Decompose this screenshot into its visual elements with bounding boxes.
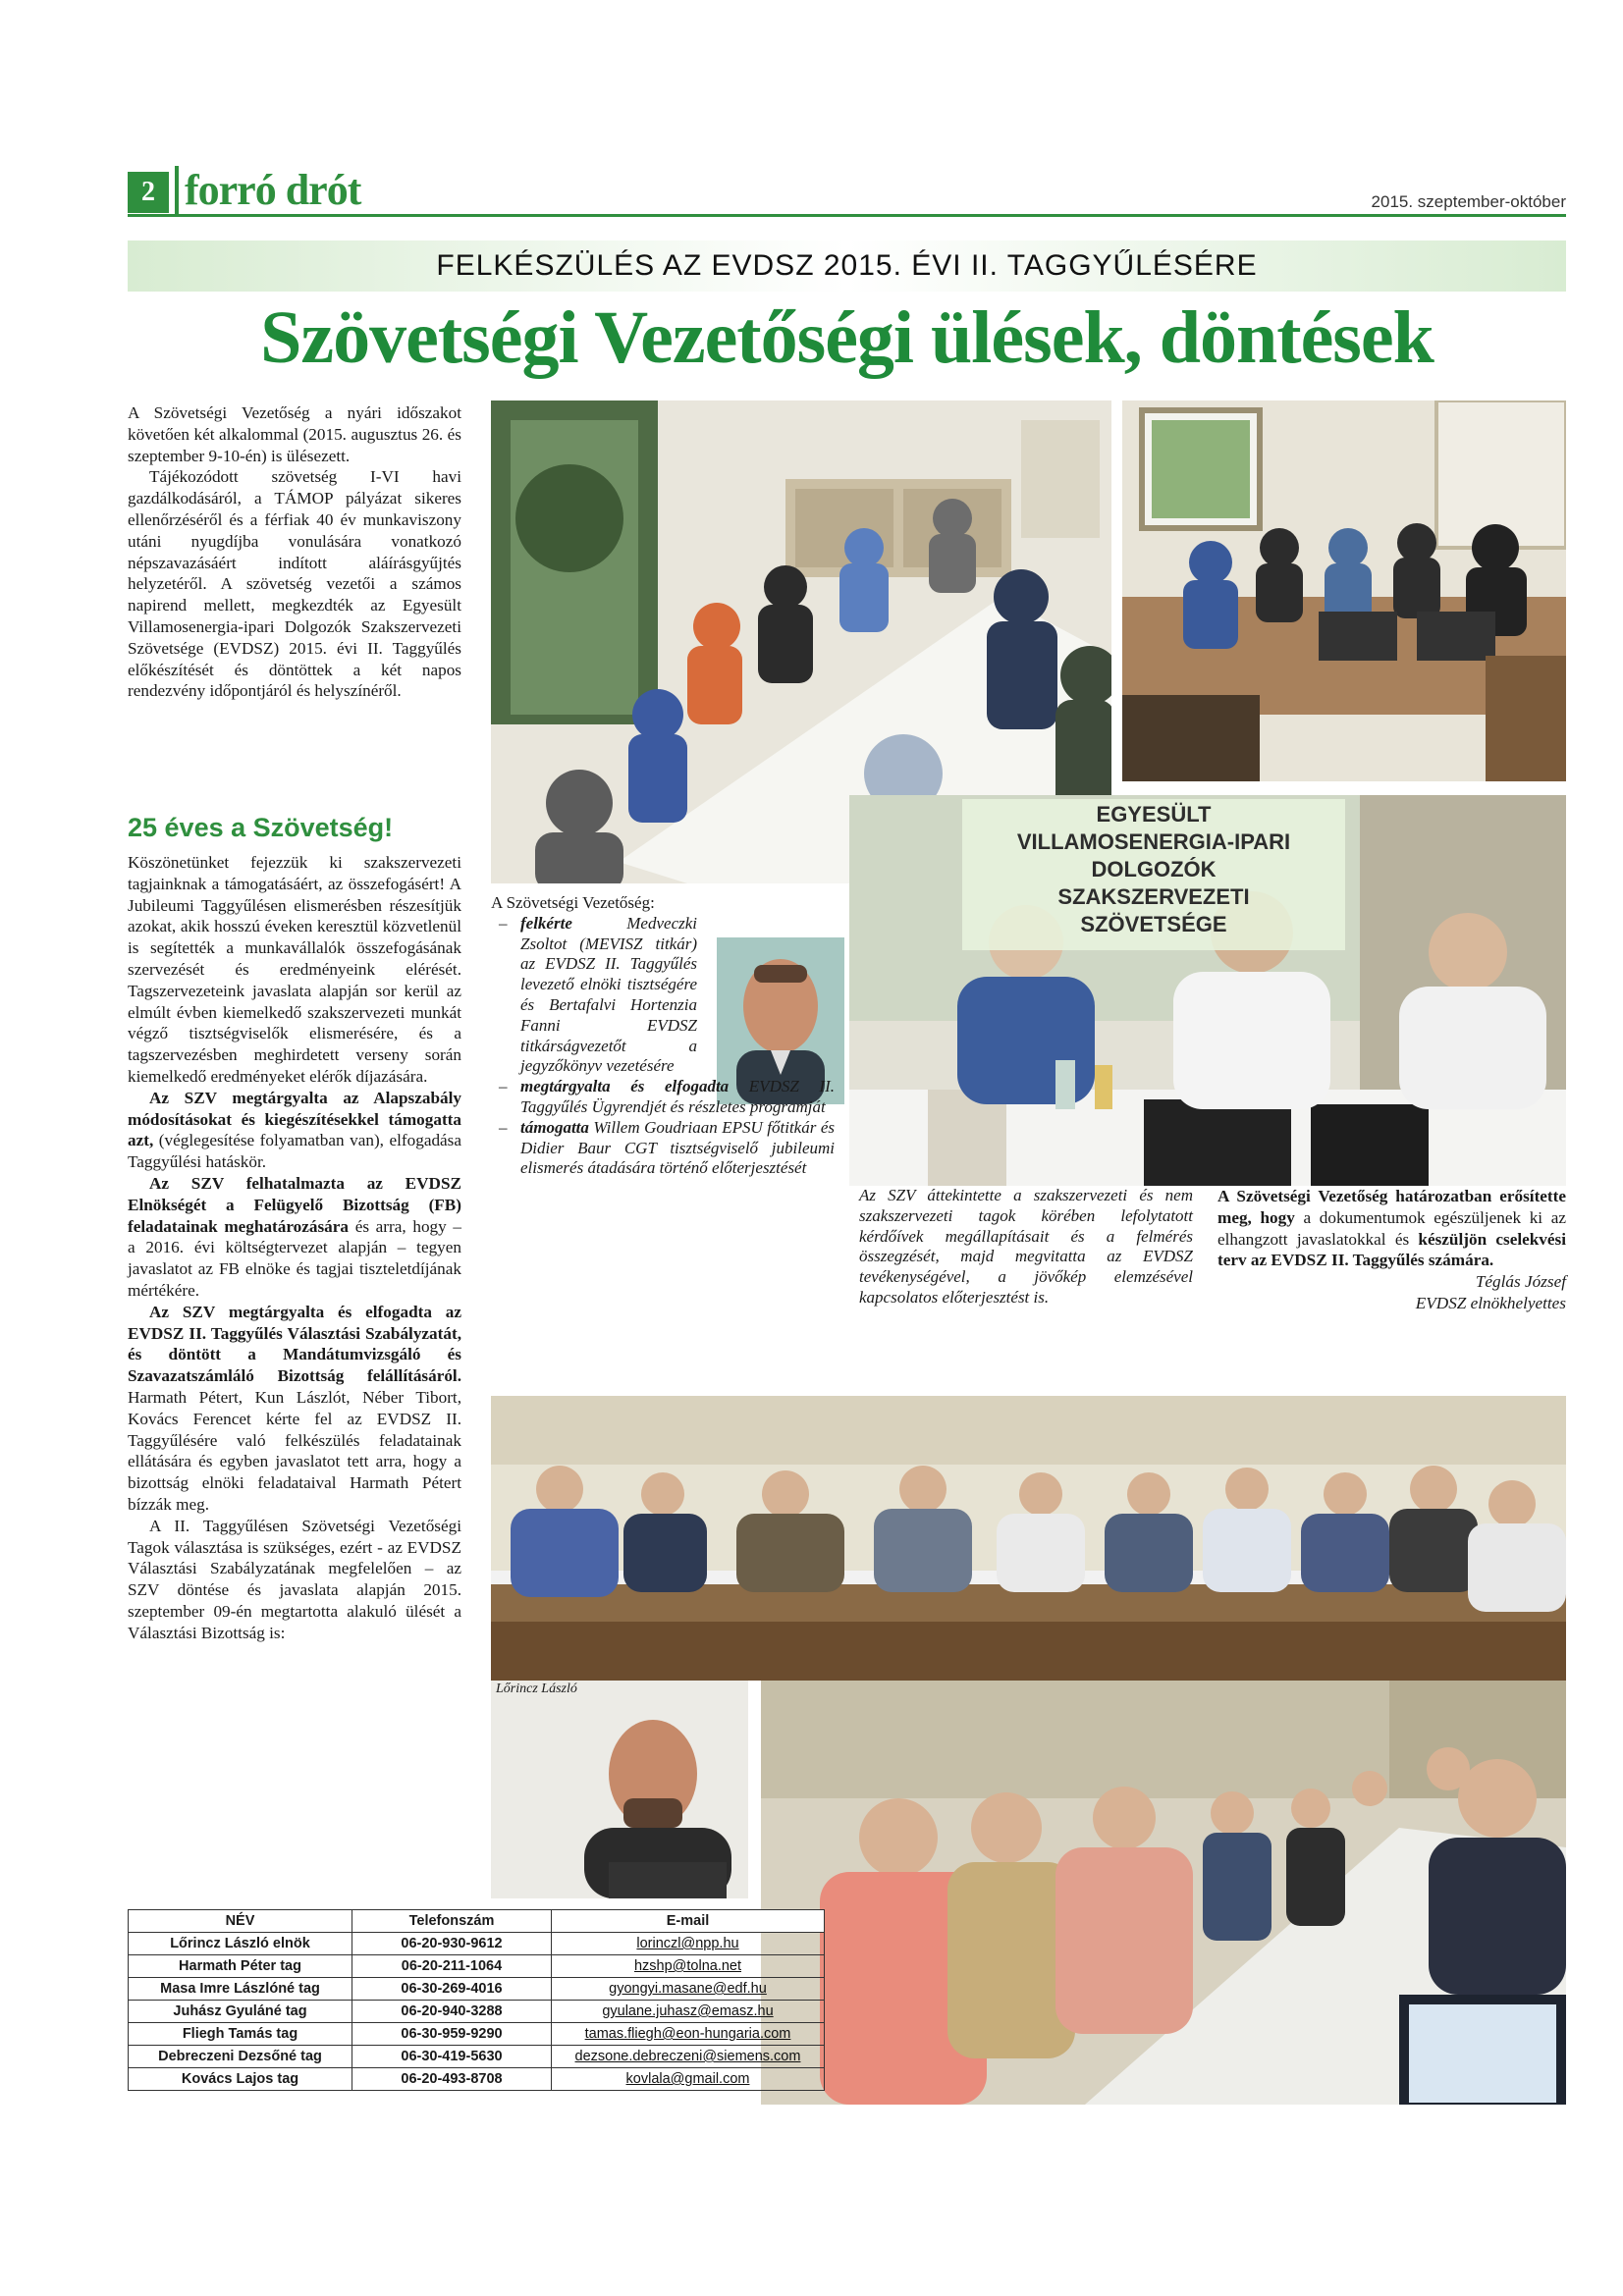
signature-role: EVDSZ elnökhelyettes [1415,1293,1566,1312]
banner [962,799,1345,950]
table-row [129,1933,825,1955]
paragraph [128,1173,461,1302]
banner-line: SZÖVETSÉGE [1080,912,1227,936]
phone-cell: 06-20-930-9612 [352,1933,552,1955]
text: Willem Goudriaan EPSU főtitkár és Didier Baur CGT tisztségviselő jubileumi elismerés átadására történő előterjesztését [520,1117,835,1178]
banner-line: EGYESÜLT [1096,802,1212,827]
table-row [129,1955,825,1978]
banner-line: SZAKSZERVEZETI [1057,884,1250,909]
email-link[interactable]: lorinczl@npp.hu [552,1933,825,1955]
header-rule [128,214,1566,217]
bold-text: megtárgyalta és elfogadta [520,1077,730,1096]
email-link[interactable]: gyongyi.masane@edf.hu [552,1978,825,2001]
subheading: 25 éves a Szövetség! [128,813,394,842]
column-header: E-mail [552,1910,825,1933]
table-row [129,2046,825,2068]
text: Harmath Pétert, Kun Lászlót, Néber Tibort, Kovács Ferencet kérte fel az EVDSZ II. Taggyűlésére való felkészülés feladatainak ellátására és egyben javaslatot tett arra, hogy a bizottság elnöki feladataival Harmath Pétert bízzák meg. [128,1387,461,1514]
column-header: Telefonszám [352,1910,552,1933]
signature: Téglás József [1475,1272,1566,1292]
publication-logo: forró drót [175,166,360,215]
left-column-top [128,402,461,702]
email-link[interactable]: dezsone.debreczeni@siemens.com [552,2046,825,2068]
kicker: FELKÉSZÜLÉS AZ EVDSZ 2015. ÉVI II. TAGGYŰLÉSÉRE [128,240,1566,292]
page-number: 2 [128,172,169,213]
paragraph [128,1302,461,1516]
closing-block [1217,1186,1566,1314]
caption-list [491,914,835,1179]
photo-illustration [491,1396,1566,1681]
paragraph: Tájékozódott szövetség I-VI havi gazdálkodásáról, a TÁMOP pályázat sikeres ellenőrzéséről és a férfiak 40 év munkaviszony utáni nyugdíjba vonulására vonatkozó népszavazásáért indított aláírásgyűjtés helyzetéről. A szövetség vezetői a számos napirend mellett, megkezdték az Egyesült Villamosenergia-ipari Dolgozók Szakszervezeti Szövetsége (EVDSZ) 2015. évi II. Taggyűlés előkészítését és döntöttek a két napos rendezvény időpontjáról és helyszínéről. [128,467,461,701]
text: EVDSZ II. Taggyűlés Ügyrendjét és részletes programját [520,1077,835,1116]
photo-illustration [491,1681,748,1898]
email-link[interactable]: tamas.fliegh@eon-hungaria.com [552,2023,825,2046]
bold-text: A Szövetségi Vezetőség határozatban erősítette meg, hogy [1217,1187,1566,1227]
caption-item [491,1077,835,1118]
issue-date: 2015. szeptember-október [1371,192,1566,211]
table-row [129,2023,825,2046]
phone-cell: 06-20-940-3288 [352,2001,552,2023]
phone-cell: 06-30-269-4016 [352,1978,552,2001]
paragraph [128,1088,461,1173]
email-link[interactable]: hzshp@tolna.net [552,1955,825,1978]
bold-text: Az SZV megtárgyalta az Alapszabály módosításokat és kiegészítésekkel támogatta azt, [128,1088,461,1150]
name-cell: Debreczeni Dezsőné tag [129,2046,352,2068]
bold-text: felkérte [520,913,572,933]
portrait-lorincz-photo [491,1681,748,1898]
bold-text: Az SZV megtárgyalta és elfogadta az EVDSZ II. Taggyűlés Választási Szabályzatát, és döntött a Mandátumvizsgáló és Szavazatszámláló Bizottság felállításáról. [128,1302,461,1386]
banner-line: VILLAMOSENERGIA-IPARI [1016,829,1291,854]
bold-text: támogatta [520,1117,589,1137]
table-row [129,2068,825,2091]
name-cell: Lőrincz László elnök [129,1933,352,1955]
audience-photo [761,1681,1566,2105]
table-row [129,1978,825,2001]
caption-item [491,914,835,1077]
text: a dokumentumok egészüljenek ki az elhangzott javaslatokkal és [1217,1207,1566,1249]
headline: Szövetségi Vezetőségi ülések, döntések [260,296,1434,379]
caption-mid [491,893,835,1179]
name-cell: Harmath Péter tag [129,1955,352,1978]
left-column-bottom [128,852,461,1643]
long-table-photo [491,1396,1566,1681]
contact-table [128,1909,825,2091]
name-cell: Masa Imre Lászlóné tag [129,1978,352,2001]
phone-cell: 06-30-419-5630 [352,2046,552,2068]
photo-illustration [761,1681,1566,2105]
paragraph: Köszönetünket fejezzük ki szakszervezeti tagjainknak a támogatásáért, az összefogásért! A Jubileumi Taggyűlésen elismerésben részesítjük azokat, akik hosszú éveken keresztül közvetlenül is segítették a munkavállalók összefogásának szervezését és eredményeink elérését. Tagszervezeteink javaslata alapján sor kerül az elmúlt évben kiemelkedő szakszervezeti munkát végző tisztségviselők elismerésére, és a tagszervezésben meghirdetett verseny során kiemelkedő eredményeket elérők díjazására. [128,853,461,1086]
paragraph: A II. Taggyűlésen Szövetségi Vezetőségi Tagok választása is szükséges, ezért - az EVDSZ Választási Szabályzatának megfelelően – az SZV döntése és javaslata alapján 2015. szeptember 09-én megtartotta alakuló ülését a Választási Bizottság is: [128,1516,461,1642]
column-header: NÉV [129,1910,352,1933]
email-link[interactable]: gyulane.juhasz@emasz.hu [552,2001,825,2023]
bold-text: Az SZV felhatalmazta az EVDSZ Elnökségét a Felügyelő Bizottság (FB) feladatainak meghatározására [128,1173,461,1236]
election-committee-table [128,1909,825,2091]
caption-intro: A Szövetségi Vezetőség: [491,893,655,912]
bold-text: készüljön cselekvési terv az EVDSZ II. Taggyűlés számára. [1217,1229,1566,1270]
meeting-room-photo-2 [1122,400,1566,781]
portrait-caption: Lőrincz László [496,1682,577,1696]
table-header-row [129,1910,825,1933]
name-cell: Fliegh Tamás tag [129,2023,352,2046]
phone-cell: 06-30-959-9290 [352,2023,552,2046]
email-link[interactable]: kovlala@gmail.com [552,2068,825,2091]
text: (véglegesítése folyamatban van), elfogadása Taggyűlési hatáskör. [128,1131,461,1172]
banner-line: DOLGOZÓK [1091,857,1217,881]
table-row [129,2001,825,2023]
name-cell: Juhász Gyuláné tag [129,2001,352,2023]
text: és arra, hogy – a 2016. évi költségtervezet alapján – tegyen javaslatot az FB elnöke és tagjai tiszteletdíjának mértékére. [128,1216,462,1300]
photo-illustration [1122,400,1566,781]
phone-cell: 06-20-493-8708 [352,2068,552,2091]
caption-szv: Az SZV áttekintette a szakszervezeti és nem szakszervezeti tagok körében lefolytatott kérdőívek megállapításait és a felmérés összegzését, majd megvitatta az EVDSZ tevékenységével, a jövőkép elemzésével kapcsolatos előterjesztést is. [859,1186,1193,1307]
paragraph [1217,1186,1566,1271]
name-cell: Kovács Lajos tag [129,2068,352,2091]
paragraph: A Szövetségi Vezetőség a nyári időszakot követően két alkalommal (2015. augusztus 26. és szeptember 9-10-én) is ülésezett. [128,403,461,465]
phone-cell: 06-20-211-1064 [352,1955,552,1978]
text: Medveczki Zsoltot (MEVISZ titkár) az EVDSZ II. Taggyűlés levezető elnöki tisztségére és Bertafalvi Hortenzia Fanni EVDSZ titkárságvezetőt a jegyzőkönyv vezetésére [520,913,697,1076]
caption-item [491,1118,835,1179]
